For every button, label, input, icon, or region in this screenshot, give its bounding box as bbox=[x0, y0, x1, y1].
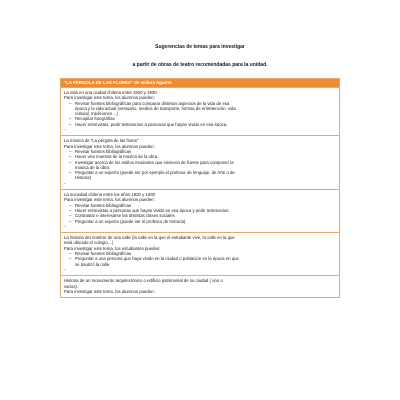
bullet-dash-icon: – bbox=[69, 207, 72, 213]
title-line-1: Sugerencias de temas para investigar bbox=[155, 44, 245, 50]
row-intro-line: varios). bbox=[64, 283, 79, 289]
row-intro-line: La música de "La pérgola de las flores" bbox=[64, 138, 139, 144]
table-row bbox=[61, 136, 339, 190]
list-item-text: Hacer entrevistas a personas que hayan vivido en esa época y pedir testimonios. bbox=[75, 207, 230, 213]
topics-table bbox=[60, 78, 340, 298]
list-item-text: Historia) bbox=[75, 175, 91, 181]
list-item-text: Revisar fuentes bibliográficas bbox=[75, 251, 132, 257]
empty-list-dash: - bbox=[64, 223, 66, 229]
bullet-dash-icon: – bbox=[69, 154, 72, 160]
table-row bbox=[61, 233, 339, 276]
table-header-text: "LA PÉRGOLA DE LAS FLORES" de Isidora Aguirre bbox=[64, 80, 172, 85]
list-item-text: Hacer una muestra de la música de la obra. bbox=[75, 154, 159, 160]
list-item-text: Hacer entrevistas, pedir testimonios a personas que hayan vivido en esa época. bbox=[75, 121, 228, 127]
table-row bbox=[61, 88, 339, 136]
bullet-dash-icon: – bbox=[69, 202, 72, 208]
row-intro-line: La historia del nombre de una calle (la calle en la que el estudiante vive, la calle en la que bbox=[64, 235, 235, 241]
row-intro-line: La vida en una ciudad chilena entre 1920 y 1930. bbox=[64, 90, 158, 95]
empty-list-dash: - bbox=[64, 127, 66, 133]
empty-list-dash: - bbox=[64, 180, 66, 186]
list-item-text: cultural, tradiciones…) bbox=[75, 111, 118, 117]
table-row bbox=[61, 276, 339, 298]
table-row bbox=[61, 190, 339, 233]
bullet-dash-icon: – bbox=[69, 148, 72, 154]
list-item-text: Investigar acerca de los estilos musicales que sirvieron de fuente para componer la bbox=[75, 159, 234, 165]
table-body bbox=[61, 88, 339, 298]
list-item-text: Revisar fuentes bibliográficas para comparar distintos aspectos de la vida de esa bbox=[75, 100, 230, 106]
list-item bbox=[64, 219, 336, 224]
bullet-dash-icon: – bbox=[69, 116, 72, 122]
list-item-text: Revisar fuentes bibliográficas bbox=[75, 148, 132, 154]
table-header bbox=[61, 79, 339, 88]
row-intro-line: está ubicado el colegio…) bbox=[64, 240, 114, 246]
list-item-text: se bautizó la calle. bbox=[75, 261, 111, 267]
empty-list-dash: - bbox=[64, 266, 66, 272]
list-item bbox=[64, 122, 336, 127]
row-intro-line: La sociedad chilena entre los años 1920 y 1930 bbox=[64, 192, 156, 198]
list-item-text: Preguntar a una persona que haya vivido en la ciudad o población en la época en que bbox=[75, 256, 239, 262]
bullet-dash-icon: – bbox=[69, 121, 72, 127]
title-line-2: a partir de obras de teatro recomendadas para la unidad. bbox=[132, 62, 268, 68]
bullet-dash-icon: – bbox=[69, 100, 72, 106]
bullet-dash-icon: – bbox=[69, 251, 72, 257]
row-intro-line: Historia de un monumento arquitectónico o edificio patrimonial de su ciudad ( uno o bbox=[64, 278, 223, 284]
list-item-text: Preguntar a un experto (puede ser por ejemplo el profesor de lenguaje, de Arte o de bbox=[75, 170, 235, 176]
bullet-dash-icon: – bbox=[69, 218, 72, 224]
bullet-dash-icon: – bbox=[69, 170, 72, 176]
row-intro-line: Para investigar este tema, los alumnos pueden: bbox=[64, 197, 155, 203]
row-intro-line: Para investigar este tema, los alumnos pueden: bbox=[64, 143, 155, 149]
document-title bbox=[0, 44, 400, 68]
list-item-text: Contrastar e interesarse las distintas clases sociales bbox=[75, 213, 175, 219]
bullet-dash-icon: – bbox=[69, 213, 72, 219]
list-item-text: Recopilar fotografías bbox=[75, 116, 115, 122]
list-item bbox=[64, 160, 336, 171]
row-intro-line: Para investigar este tema, los alumnos pueden: bbox=[64, 95, 155, 101]
list-item-text: música de la obra. bbox=[75, 164, 111, 170]
list-item-text: Revisar fuentes bibliográficas bbox=[75, 202, 132, 208]
bullet-dash-icon: – bbox=[69, 159, 72, 165]
row-intro-line: Para investigar este tema, los estudiantes pueden: bbox=[64, 245, 161, 251]
row-intro-line: Para investigar este tema, los alumnos pueden: bbox=[64, 288, 155, 294]
bullet-dash-icon: – bbox=[69, 256, 72, 262]
list-item bbox=[64, 101, 336, 117]
list-item-text: Preguntar a un experto (puede ser el profesor de Historia) bbox=[75, 218, 186, 224]
list-item bbox=[64, 170, 336, 181]
list-item-text: época y la vida actual (vestuario, medios de transporte, formas de entretención, vida bbox=[75, 105, 236, 111]
list-item bbox=[64, 256, 336, 267]
